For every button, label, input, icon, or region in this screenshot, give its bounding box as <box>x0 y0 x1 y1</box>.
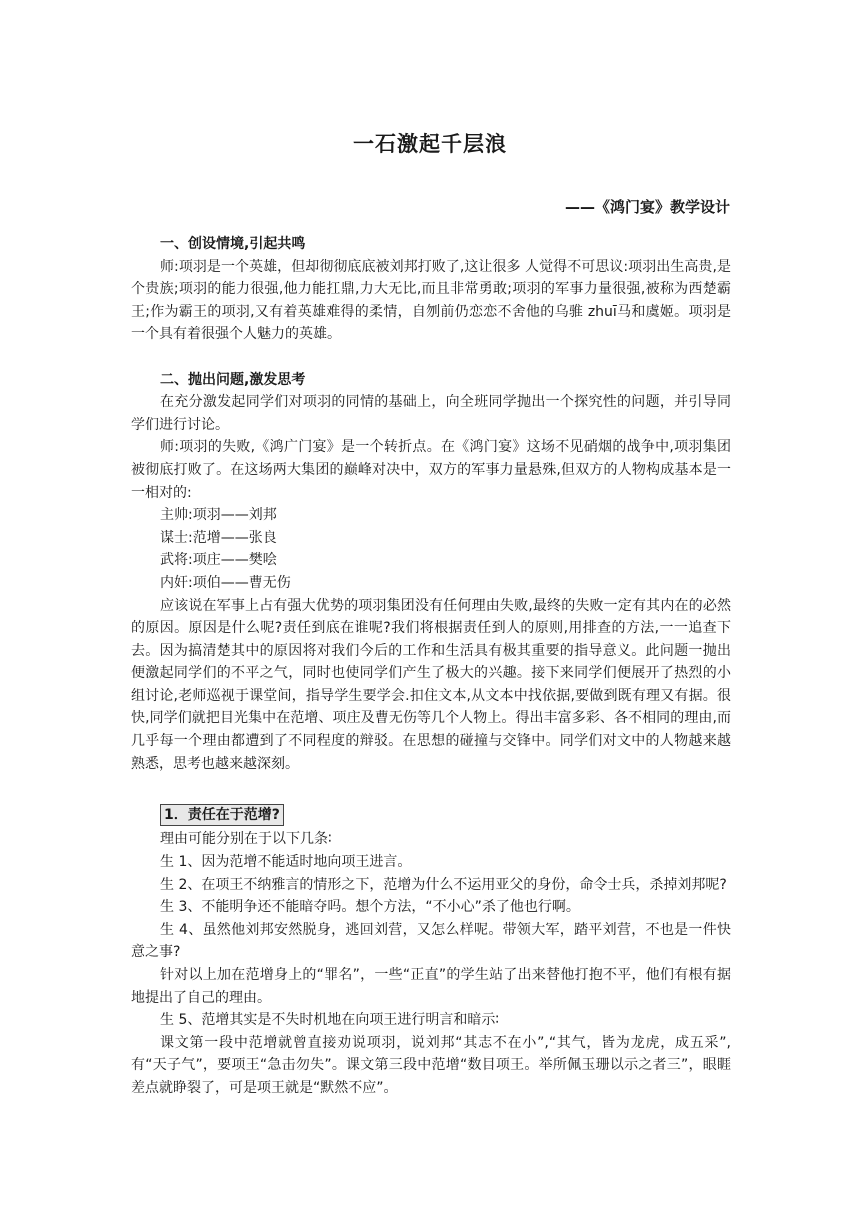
blank-line <box>131 346 731 369</box>
document-subtitle: ——《鸿门宴》教学设计 <box>564 198 730 216</box>
paragraph: 针对以上加在范增身上的“罪名”，一些“正直”的学生站了出来替他打抱不平，他们有根有据地提出了自己的理由。 <box>131 967 731 1006</box>
paragraph: 在充分激发起同学们对项羽的同情的基础上，向全班同学抛出一个探究性的问题，并引导同学们进行讨论。 <box>131 394 731 433</box>
boxed-heading-wrapper <box>131 804 731 827</box>
character-pair-line: 谋士:范增——张良 <box>160 529 277 546</box>
document-title: 一石激起千层浪 <box>353 132 507 156</box>
document-body <box>131 233 731 1100</box>
paragraph: 应该说在军事上占有强大优势的项羽集团没有任何理由失败,最终的失败一定有其内在的必然的原因。原因是什么呢?责任到底在谁呢?我们将根据责任到人的原则,用排查的方法,一一追查下去。因为搞清楚其中的原因将对我们今后的工作和生活具有极其重要的指导意义。此问题一抛出便激起同学们的不平之气，同时也使同学们产生了极大的兴趣。接下来同学们便展开了热烈的小组讨论,老师巡视于课堂间，指导学生要学会.扣住文本,从文本中找依据,要做到既有理又有据。很快,同学们就把目光集中在范增、项庄及曹无伤等几个人物上。得出丰富多彩、各不相同的理由,而几乎每一个理由都遭到了不同程度的辩驳。在思想的碰撞与交锋中。同学们对文中的人物越来越熟悉，思考也越来越深刻。 <box>131 597 731 772</box>
paragraph: 生 3、不能明争还不能暗夺吗。想个方法，“不小心”杀了他也行啊。 <box>160 899 580 916</box>
paragraph: 师:项羽是一个英雄，但却彻彻底底被刘邦打败了,这让很多 人觉得不可思议:项羽出生高贵,是个贵族;项羽的能力很强,他力能扛鼎,力大无比,而且非常勇敢;项羽的军事力量很强,被称为西楚霸王;作为霸王的项羽,又有着英雄难得的柔情，自刎前仍恋恋不舍他的乌骓 zhuī马和虞姬。项羽是一个具有着很强个人魅力的英雄。 <box>131 258 731 343</box>
paragraph: 生 4、虽然他刘邦安然脱身，逃回刘营，又怎么样呢。带领大军，踏平刘营，不也是一件快意之事? <box>131 921 731 961</box>
paragraph: 理由可能分别在于以下几条∶ <box>160 831 332 848</box>
boxed-subheading: 1．责任在于范增? <box>160 804 284 826</box>
character-pair-line: 主帅:项羽——刘邦 <box>160 507 277 524</box>
paragraph: 课文第一段中范增就曾直接劝说项羽，说刘邦“其志不在小”,“其气，皆为龙虎，成五采”,有“天子气”，要项王“急击勿失”。课文第三段中范增“数目项王。举所佩玉珊以示之者三”，眼睚差点就睁裂了，可是项王就是“默然不应”。 <box>131 1034 731 1096</box>
section-heading-2: 二、抛出问题,激发思考 <box>160 371 306 388</box>
paragraph: 生 2、在项王不纳雅言的情形之下，范增为什么不运用亚父的身份，命令士兵，杀掉刘邦呢? <box>160 876 727 893</box>
paragraph: 生 5、范增其实是不失时机地在向项王进行明言和暗示∶ <box>160 1012 499 1029</box>
character-pair-line: 内奸:项伯——曹无伤 <box>160 574 291 591</box>
character-pair-line: 武将:项庄——樊哙 <box>160 552 277 569</box>
paragraph: 生 1、因为范增不能适时地向项王进言。 <box>160 854 412 871</box>
blank-line <box>131 775 731 798</box>
section-heading-1: 一、创设情境,引起共鸣 <box>160 236 306 252</box>
paragraph: 师:项羽的失败,《鸿广门宴》是一个转折点。在《鸿门宴》这场不见硝烟的战争中,项羽集团被彻底打败了。在这场两大集团的巅峰对决中，双方的军事力量悬殊,但双方的人物构成基本是一一相对的: <box>131 439 731 501</box>
